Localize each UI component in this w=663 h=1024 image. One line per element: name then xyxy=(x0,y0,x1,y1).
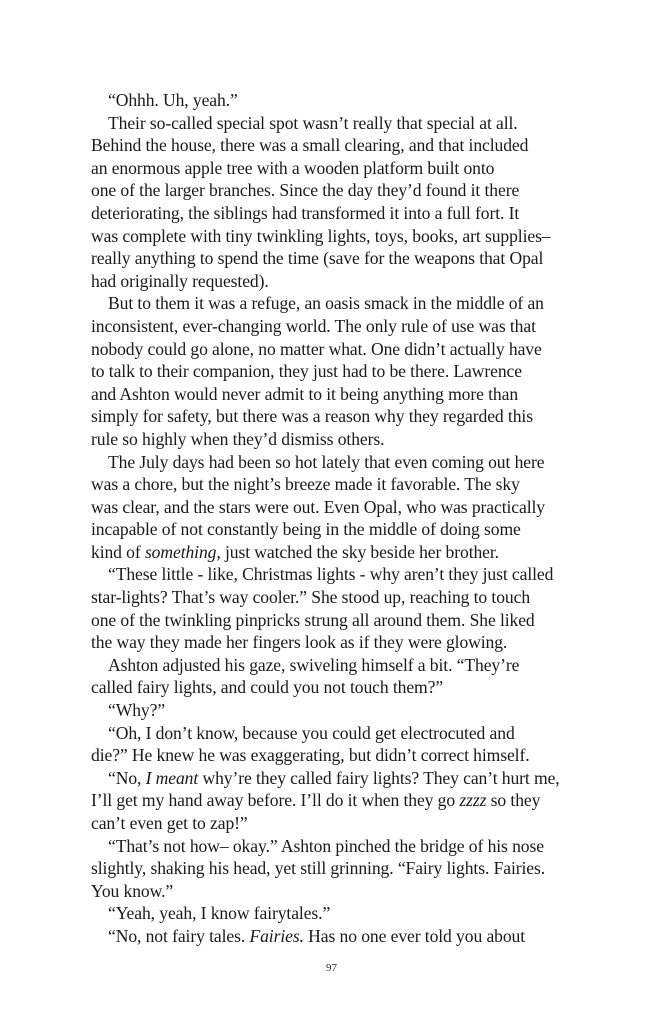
text-segment: one of the twinkling pinpricks strung all around them. She liked xyxy=(91,609,535,630)
text-line xyxy=(91,338,581,361)
italic-text: zzzz xyxy=(459,790,487,811)
text-segment: had originally requested). xyxy=(91,270,269,291)
text-line xyxy=(91,880,581,903)
text-line xyxy=(91,857,581,880)
text-line xyxy=(91,902,581,925)
text-segment: The July days had been so hot lately that even coming out here xyxy=(108,451,545,472)
text-line xyxy=(91,383,581,406)
text-segment: one of the larger branches. Since the day they’d found it there xyxy=(91,180,520,201)
text-segment: Ashton adjusted his gaze, swiveling himself a bit. “They’re xyxy=(108,654,520,675)
page-number: 97 xyxy=(326,962,337,974)
text-segment: You know.” xyxy=(91,880,174,901)
text-segment: kind of xyxy=(91,541,145,562)
text-line xyxy=(91,451,581,474)
text-line xyxy=(91,744,581,767)
text-segment: Behind the house, there was a small clearing, and that included xyxy=(91,135,529,156)
text-line xyxy=(91,676,581,699)
text-line xyxy=(91,270,581,293)
text-line xyxy=(91,518,581,541)
text-segment: really anything to spend the time (save for the weapons that Opal xyxy=(91,248,544,269)
text-line xyxy=(91,925,581,948)
text-segment: just watched the sky beside her brother. xyxy=(220,541,499,562)
text-segment: inconsistent, ever-changing world. The only rule of use was that xyxy=(91,315,536,336)
text-segment: “Why?” xyxy=(108,700,166,721)
text-line xyxy=(91,789,581,812)
text-segment: and Ashton would never admit to it being anything more than xyxy=(91,383,519,404)
text-segment: was complete with tiny twinkling lights, toys, books, art supplies– xyxy=(91,225,551,246)
text-segment: “Oh, I don’t know, because you could get electrocuted and xyxy=(108,722,515,743)
text-segment: I’ll get my hand away before. I’ll do it when they go xyxy=(91,790,460,811)
text-segment: an enormous apple tree with a wooden platform built onto xyxy=(91,157,495,178)
text-segment: was clear, and the stars were out. Even Opal, who was practically xyxy=(91,496,545,517)
text-line xyxy=(91,89,581,112)
text-line xyxy=(91,496,581,519)
text-line xyxy=(91,767,581,790)
text-line xyxy=(91,473,581,496)
text-segment: Has no one ever told you about xyxy=(303,925,526,946)
text-segment: deteriorating, the siblings had transformed it into a full fort. It xyxy=(91,202,520,223)
italic-text: Fairies. xyxy=(249,925,304,946)
text-line xyxy=(91,405,581,428)
text-segment: nobody could go alone, no matter what. One didn’t actually have xyxy=(91,338,542,359)
text-segment: die?” He knew he was exaggerating, but didn’t correct himself. xyxy=(91,745,530,766)
text-line xyxy=(91,360,581,383)
text-line xyxy=(91,134,581,157)
text-segment: simply for safety, but there was a reason why they regarded this xyxy=(91,406,533,427)
text-segment: “No, xyxy=(108,767,146,788)
text-line xyxy=(91,292,581,315)
text-segment: can’t even get to zap!” xyxy=(91,813,248,833)
text-line xyxy=(91,225,581,248)
text-line xyxy=(91,541,581,564)
text-segment: “That’s not how– okay.” Ashton pinched the bridge of his nose xyxy=(108,835,544,856)
text-line xyxy=(91,202,581,225)
text-segment: to talk to their companion, they just had to be there. Lawrence xyxy=(91,361,522,382)
text-segment: slightly, shaking his head, yet still grinning. “Fairy lights. Fairies. xyxy=(91,858,546,879)
text-line xyxy=(91,428,581,451)
text-line xyxy=(91,699,581,722)
text-line xyxy=(91,586,581,609)
text-segment: “These little - like, Christmas lights - why aren’t they just called xyxy=(108,564,554,585)
text-segment: “Yeah, yeah, I know fairytales.” xyxy=(108,903,331,924)
text-line xyxy=(91,812,581,835)
text-line xyxy=(91,157,581,180)
text-line xyxy=(91,179,581,202)
text-line xyxy=(91,112,581,135)
text-segment: “No, not fairy tales. xyxy=(108,925,250,946)
text-segment: incapable of not constantly being in the middle of doing some xyxy=(91,519,521,540)
text-segment: rule so highly when they’d dismiss others. xyxy=(91,428,385,449)
page-body-text xyxy=(91,89,581,948)
text-line xyxy=(91,609,581,632)
italic-text: I meant xyxy=(145,767,199,788)
text-segment: why’re they called fairy lights? They can’t hurt me, xyxy=(198,767,560,788)
text-segment: star-lights? That’s way cooler.” She stood up, reaching to touch xyxy=(91,587,531,608)
text-segment: But to them it was a refuge, an oasis smack in the middle of an xyxy=(108,293,544,314)
text-segment: “Ohhh. Uh, yeah.” xyxy=(108,90,238,110)
text-line xyxy=(91,315,581,338)
text-line xyxy=(91,722,581,745)
text-segment: called fairy lights, and could you not touch them?” xyxy=(91,677,444,698)
italic-text: something, xyxy=(144,541,221,562)
text-line xyxy=(91,654,581,677)
text-line xyxy=(91,247,581,270)
text-segment: was a chore, but the night’s breeze made it favorable. The sky xyxy=(91,474,520,495)
text-segment: Their so-called special spot wasn’t really that special at all. xyxy=(108,112,518,133)
text-line xyxy=(91,563,581,586)
text-line xyxy=(91,835,581,858)
text-line xyxy=(91,631,581,654)
text-segment: the way they made her fingers look as if they were glowing. xyxy=(91,632,508,653)
text-segment: so they xyxy=(486,790,541,811)
